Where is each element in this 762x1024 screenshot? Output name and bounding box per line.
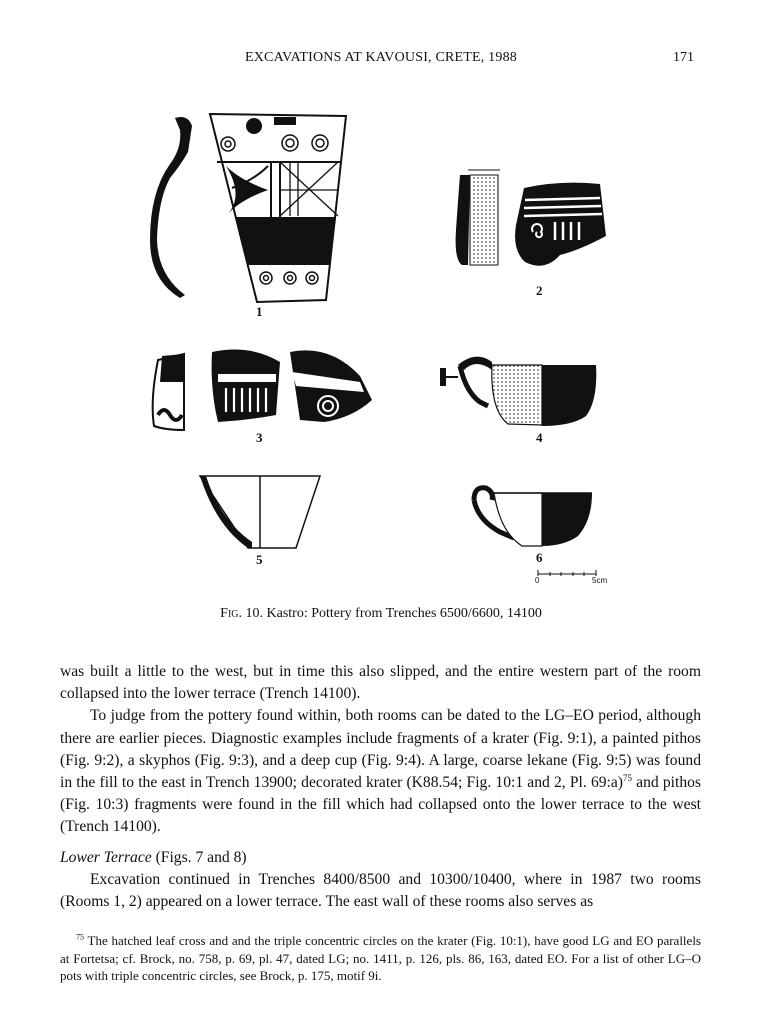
deep-cup-drawing [440, 357, 596, 426]
paragraph-2-rest: and pithos (Fig. 10:3) fragments were found in the fill which had collapsed onto the lower terrace to the west (Trench 14100). [60, 774, 701, 836]
running-title: EXCAVATIONS AT KAVOUSI, CRETE, 1988 [244, 50, 517, 65]
page-number: 171 [673, 50, 694, 65]
krater-sherd-drawing [210, 114, 346, 302]
cup-drawing [474, 488, 592, 546]
figure-number-5: 5 [256, 552, 263, 567]
paragraph-2 [60, 705, 701, 838]
figure-number-2: 2 [536, 283, 543, 298]
footnote [60, 932, 701, 985]
footnote-text: The hatched leaf cross and and the triple concentric circles on the krater (Fig. 10:1), have good LG and EO parallels at Fortetsa; cf. Brock, no. 758, p. 69, pl. 47, dated LG; no. 1411, p. 126, pls. 86, 163, dated EO. For a list of other LG–O pots with triple concentric circles, see Brock, p. 175, motif 9i. [60, 933, 701, 984]
skyphos-sherds-drawing [153, 350, 372, 430]
section-heading-italic: Lower Terrace [60, 848, 152, 866]
figure-number-1: 1 [256, 304, 263, 319]
section-heading [60, 847, 701, 869]
paragraph-1: was built a little to the west, but in time this also slipped, and the entire western part of the room collapsed into the lower terrace (Trench 14100). [60, 663, 701, 703]
footnote-reference-75[interactable]: 75 [623, 772, 632, 783]
paragraph-3: Excavation continued in Trenches 8400/8500 and 10300/10400, where in 1987 two rooms (Rooms 1, 2) appeared on a lower terrace. The east wall of these rooms also serves as [60, 870, 701, 911]
scale-end-label: 5cm [592, 576, 608, 585]
caption-text: Kastro: Pottery from Trenches 6500/6600, 14100 [263, 606, 542, 621]
caption-label: Fig. 10. [220, 606, 263, 621]
figure-number-4: 4 [536, 430, 543, 445]
scale-start-label: 0 [535, 576, 540, 585]
figure-caption [0, 606, 762, 622]
body-text [60, 661, 701, 913]
pottery-figure [140, 100, 640, 590]
figure-number-3: 3 [256, 430, 263, 445]
paragraph-2-main: To judge from the pottery found within, both rooms can be dated to the LG–EO period, although there are earlier pieces. Diagnostic examples include fragments of a krater (Fig. 9:1), a painted pithos (Fig. 9:2), a skyphos (Fig. 9:3), and a deep cup (Fig. 9:4). A large, coarse lekane (Fig. 9:5) was found in the fill to the east in Trench 13900; decorated krater (K88.54; Fig. 10:1 and 2, Pl. 69:a) [60, 707, 701, 792]
pottery-drawings [140, 100, 640, 590]
section-heading-rest: (Figs. 7 and 8) [151, 848, 247, 866]
lekane-drawing [200, 476, 320, 548]
krater-profile-drawing [150, 117, 192, 298]
pithos-sherd-drawing [515, 183, 606, 266]
pithos-profile-drawing [456, 170, 500, 265]
footnote-number: 75 [76, 932, 84, 942]
figure-number-6: 6 [536, 550, 543, 565]
